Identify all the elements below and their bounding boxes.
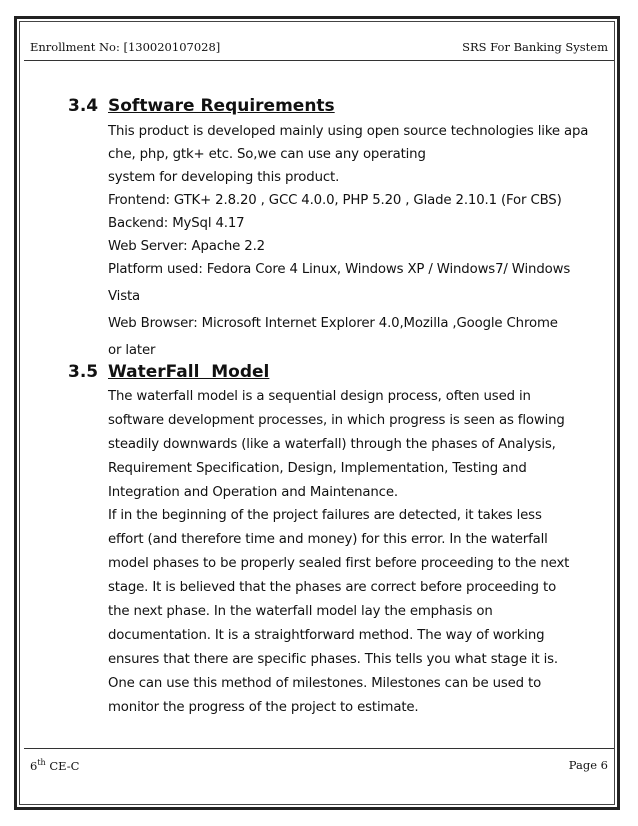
text-line: stage. It is believed that the phases are correct before proceeding to <box>108 580 557 596</box>
text-line: documentation. It is a straightforward method. The way of working <box>108 627 545 643</box>
text-line: steadily downwards (like a waterfall) through the phases of Analysis, <box>108 436 556 452</box>
text-line: model phases to be properly sealed first before proceeding to the next <box>108 556 570 572</box>
section-number: 3.4 <box>68 96 99 116</box>
text-line: Frontend: GTK+ 2.8.20 , GCC 4.0.0, PHP 5.20 , Glade 2.10.1 (For CBS) <box>108 193 562 208</box>
text-line: system for developing this product. <box>108 170 340 185</box>
text-line: Vista <box>108 289 141 304</box>
waterfall-model-body <box>108 385 608 719</box>
footer-semester-number: 6 <box>30 758 38 773</box>
footer-semester <box>30 758 79 773</box>
text-line: monitor the progress of the project to estimate. <box>108 699 419 715</box>
section-number: 3.5 <box>68 362 99 382</box>
section-heading-software-requirements <box>68 96 335 116</box>
software-requirements-body <box>108 120 608 362</box>
text-line: che, php, gtk+ etc. So,we can use any operating <box>108 147 426 162</box>
text-line: the next phase. In the waterfall model lay the emphasis on <box>108 604 493 620</box>
text-line: If in the beginning of the project failures are detected, it takes less <box>108 508 542 524</box>
section-title: WaterFall Model <box>108 362 270 382</box>
footer-page-number: Page 6 <box>568 758 608 772</box>
text-line: Integration and Operation and Maintenance. <box>108 484 398 500</box>
section-heading-waterfall-model <box>68 362 269 382</box>
text-line: Backend: MySql 4.17 <box>108 216 245 231</box>
text-line: This product is developed mainly using open source technologies like apa <box>108 124 589 139</box>
footer-semester-class: CE-C <box>45 758 80 773</box>
section-title: Software Requirements <box>108 96 335 116</box>
text-line: Web Browser: Microsoft Internet Explorer 4.0,Mozilla ,Google Chrome <box>108 316 558 331</box>
header-enrollment: Enrollment No: [130020107028] <box>30 40 221 54</box>
text-line: Platform used: Fedora Core 4 Linux, Windows XP / Windows7/ Windows <box>108 262 571 277</box>
footer-semester-suffix: th <box>37 758 46 767</box>
header-rule <box>24 60 614 61</box>
footer-rule <box>24 748 614 749</box>
text-line: or later <box>108 343 156 358</box>
header-document-title: SRS For Banking System <box>462 40 608 54</box>
text-line: Web Server: Apache 2.2 <box>108 239 265 254</box>
text-line: ensures that there are specific phases. This tells you what stage it is. <box>108 651 559 667</box>
text-line: effort (and therefore time and money) for this error. In the waterfall <box>108 532 548 548</box>
text-line: Requirement Specification, Design, Implementation, Testing and <box>108 460 527 476</box>
text-line: The waterfall model is a sequential design process, often used in <box>108 389 531 404</box>
text-line: software development processes, in which progress is seen as flowing <box>108 412 565 428</box>
text-line: One can use this method of milestones. Milestones can be used to <box>108 675 542 691</box>
